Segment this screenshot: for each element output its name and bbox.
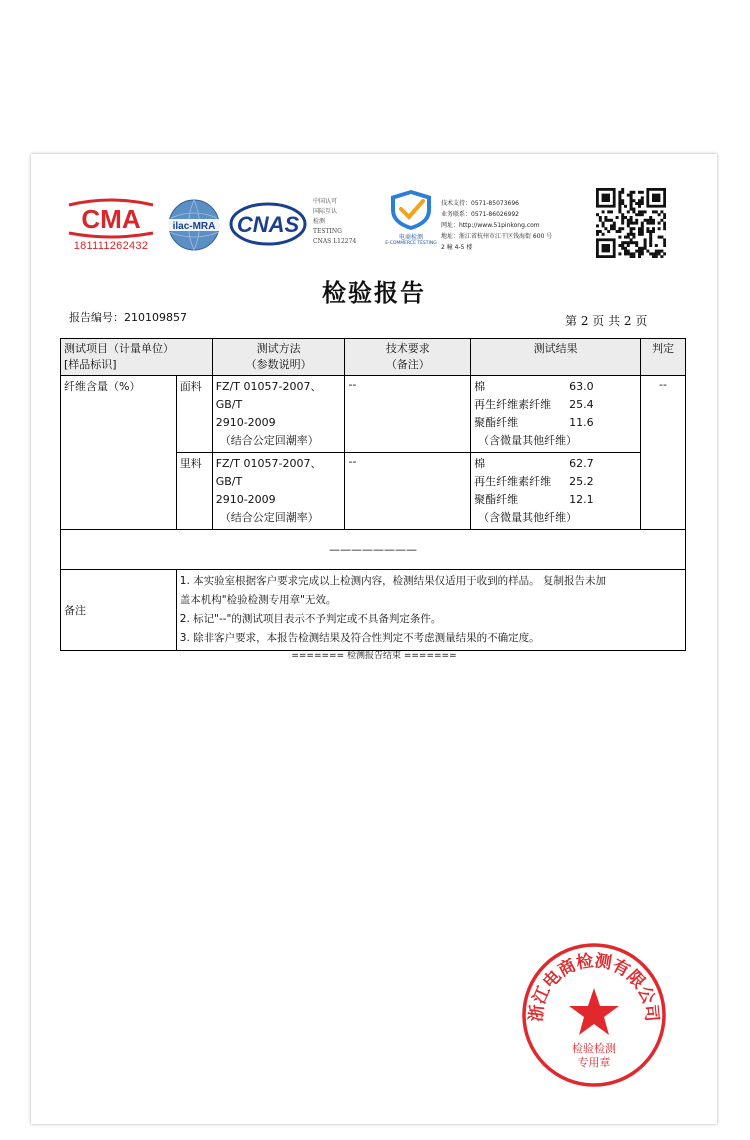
qr-code bbox=[596, 188, 666, 258]
contact-line: 网址：http://www.51pinkong.com bbox=[441, 222, 540, 229]
test-item-cell: 纤维含量（%） bbox=[61, 376, 177, 530]
accreditation-text bbox=[313, 197, 373, 247]
header-req-line1: 技术要求 bbox=[385, 342, 430, 355]
result-name: 聚酯纤维 bbox=[474, 493, 519, 506]
result-note: （含微量其他纤维） bbox=[478, 511, 578, 524]
header-test-item-line2: [样品标识] bbox=[64, 358, 117, 371]
cert-line: TESTING bbox=[313, 228, 342, 235]
report-title: 检验报告 bbox=[322, 279, 426, 307]
header-test-item-line1: 测试项目（计量单位） bbox=[64, 342, 174, 355]
ilac-mra-logo bbox=[165, 198, 223, 252]
report-end-marker: ======= 检测报告结束 ======= bbox=[291, 651, 457, 661]
requirement-cell: -- bbox=[345, 453, 471, 530]
note-line: 盖本机构"检验检测专用章"无效。 bbox=[179, 594, 337, 606]
method-line3: （结合公定回潮率） bbox=[219, 434, 319, 447]
cma-logo bbox=[65, 197, 157, 259]
header-requirement bbox=[345, 339, 471, 376]
report-number bbox=[69, 309, 187, 325]
header-method-line1: 测试方法 bbox=[256, 342, 301, 355]
stamp-line2: 专用章 bbox=[577, 1056, 611, 1069]
header-test-item bbox=[61, 339, 213, 376]
notes-label: 备注 bbox=[61, 570, 177, 651]
result-name: 棉 bbox=[474, 457, 486, 470]
cert-line: 检测 bbox=[313, 218, 326, 225]
cert-line: 中国认可 bbox=[313, 198, 338, 205]
method-line1: FZ/T 01057-2007、GB/T bbox=[215, 457, 322, 488]
report-number-label: 报告编号： bbox=[69, 311, 124, 324]
result-cell bbox=[471, 453, 641, 530]
ecommerce-testing-logo bbox=[373, 188, 449, 254]
result-cell bbox=[471, 376, 641, 453]
notes-cell bbox=[176, 570, 685, 651]
method-line3: （结合公定回潮率） bbox=[219, 511, 319, 524]
method-cell bbox=[212, 376, 345, 453]
method-line2: 2910-2009 bbox=[215, 493, 276, 506]
ecommerce-name-en: E-COMMERCE TESTING bbox=[385, 241, 437, 246]
contact-line: 2 幢 4-5 楼 bbox=[441, 244, 473, 251]
result-value: 12.1 bbox=[569, 493, 594, 506]
part-cell: 里料 bbox=[176, 453, 212, 530]
result-name: 聚酯纤维 bbox=[474, 416, 519, 429]
result-value: 25.2 bbox=[569, 475, 594, 488]
separator-row bbox=[61, 530, 686, 570]
table-header-row bbox=[61, 339, 686, 376]
official-stamp bbox=[519, 940, 669, 1090]
contact-line: 地址：浙江省杭州市江干区钱海街 600 号 bbox=[441, 233, 553, 240]
cma-logo-text: CMA bbox=[81, 204, 141, 234]
stamp-company-text: 浙江电商检测有限公司 bbox=[526, 951, 662, 1023]
note-line: 2. 标记"--"的测试项目表示不予判定或不具备判定条件。 bbox=[179, 613, 442, 625]
header-judge: 判定 bbox=[641, 339, 686, 376]
cnas-logo bbox=[229, 202, 307, 246]
stamp-star-icon bbox=[569, 988, 619, 1035]
page-info: 第 2 页 共 2 页 bbox=[565, 314, 648, 328]
result-note: （含微量其他纤维） bbox=[478, 434, 578, 447]
separator-line: ———————— bbox=[61, 530, 686, 570]
notes-row bbox=[61, 570, 686, 651]
header-method-line2: （参数说明） bbox=[245, 358, 312, 371]
cert-line: 国际互认 bbox=[313, 208, 338, 215]
result-name: 棉 bbox=[474, 380, 486, 393]
note-line: 1. 本实验室根据客户要求完成以上检测内容，检测结果仅适用于收到的样品。 复制报告未加 bbox=[179, 575, 606, 587]
method-cell bbox=[212, 453, 345, 530]
report-sheet bbox=[31, 154, 717, 1124]
cma-number: 181111262432 bbox=[73, 240, 149, 252]
ilac-logo-text: ilac-MRA bbox=[172, 221, 216, 232]
contact-line: 技术支持：0571-85073696 bbox=[441, 200, 519, 207]
contact-line: 业务联系：0571-86026992 bbox=[441, 211, 519, 218]
contact-info bbox=[441, 198, 587, 253]
method-line2: 2910-2009 bbox=[215, 416, 276, 429]
requirement-cell: -- bbox=[345, 376, 471, 453]
result-value: 25.4 bbox=[569, 398, 594, 411]
report-number-value: 210109857 bbox=[124, 311, 187, 324]
ecommerce-name-cn: 电商检测 bbox=[398, 234, 423, 241]
cert-line: CNAS L12274 bbox=[313, 238, 357, 245]
table-row bbox=[61, 376, 686, 453]
result-value: 63.0 bbox=[569, 380, 594, 393]
result-name: 再生纤维素纤维 bbox=[474, 398, 552, 411]
header-result: 测试结果 bbox=[471, 339, 641, 376]
result-value: 11.6 bbox=[569, 416, 594, 429]
header-test-method bbox=[212, 339, 345, 376]
method-line1: FZ/T 01057-2007、GB/T bbox=[215, 380, 322, 411]
result-name: 再生纤维素纤维 bbox=[474, 475, 552, 488]
note-line: 3. 除非客户要求，本报告检测结果及符合性判定不考虑测量结果的不确定度。 bbox=[179, 632, 540, 644]
judge-cell: -- bbox=[641, 376, 686, 530]
result-value: 62.7 bbox=[569, 457, 594, 470]
cnas-logo-text: CNAS bbox=[236, 212, 300, 237]
header-req-line2: （备注） bbox=[385, 358, 430, 371]
part-cell: 面料 bbox=[176, 376, 212, 453]
results-table bbox=[60, 338, 686, 651]
stamp-line1: 检验检测 bbox=[572, 1042, 616, 1055]
